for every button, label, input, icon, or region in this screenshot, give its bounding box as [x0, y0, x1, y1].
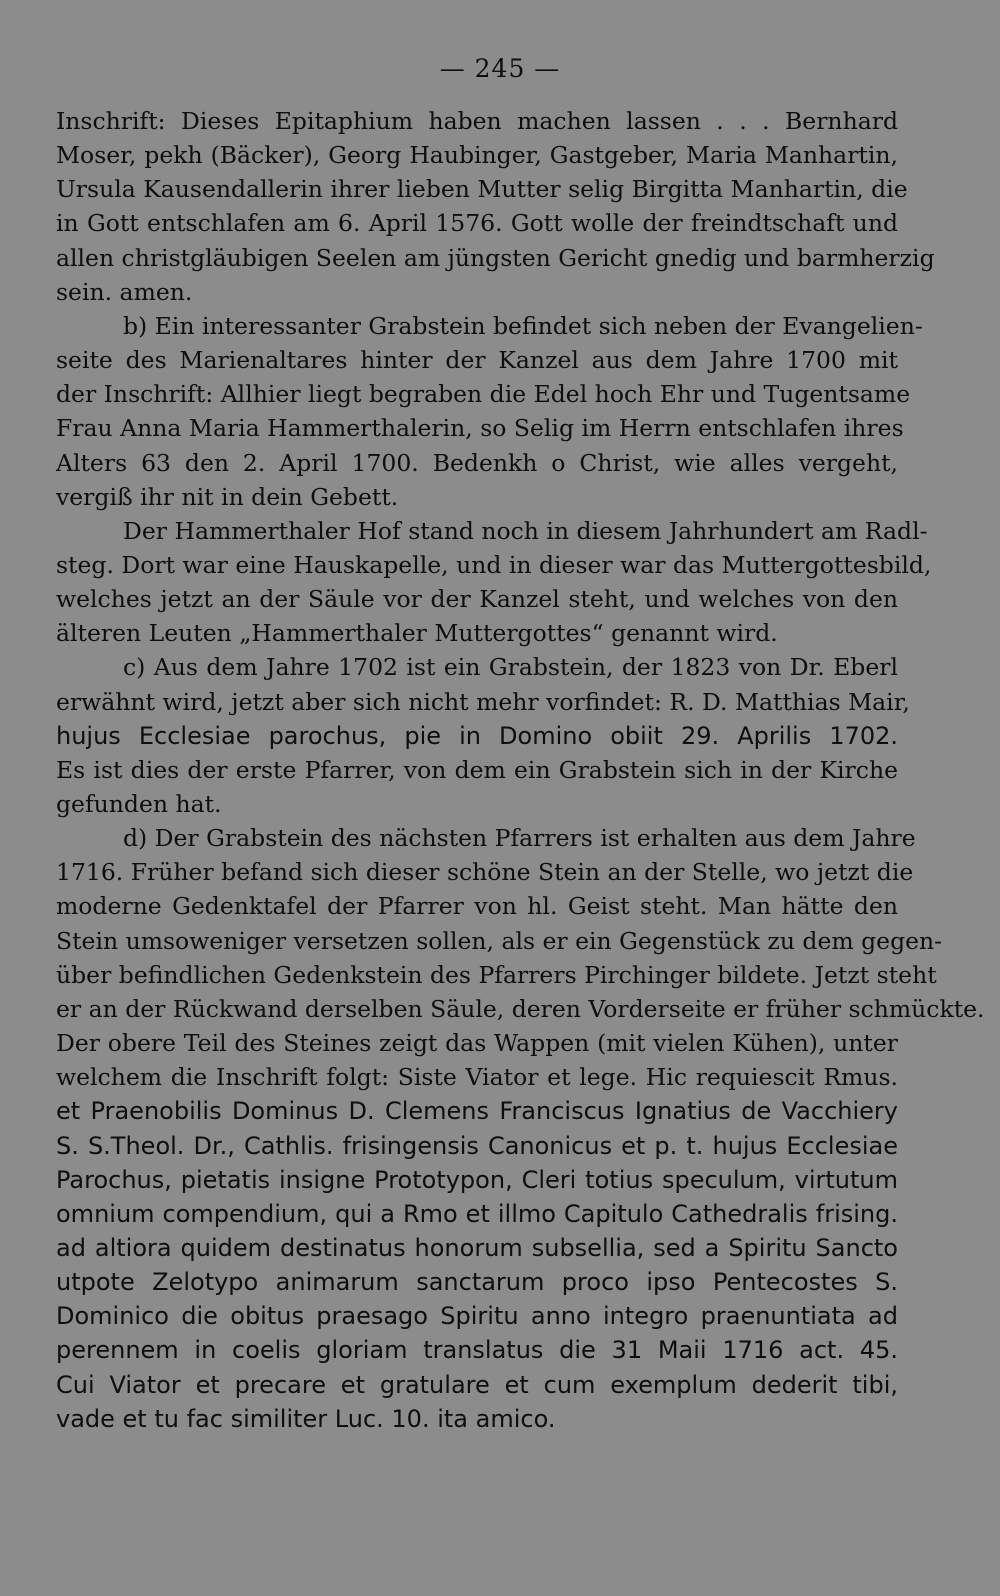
text-line: gefunden hat.: [56, 790, 222, 818]
text-line: d) Der Grabstein des nächsten Pfarrers ist erhalten aus dem Jahre: [123, 824, 916, 853]
text-line: Der obere Teil des Steines zeigt das Wappen (mit vielen Kühen), unter: [56, 1029, 898, 1058]
text-line: vade et tu fac similiter Luc. 10. ita amico.: [56, 1404, 556, 1433]
text-line: erwähnt wird, jetzt aber sich nicht mehr vorfindet: R. D. Matthias Mair,: [56, 687, 910, 716]
text-line: Der Hammerthaler Hof stand noch in diesem Jahrhundert am Radl-: [123, 516, 928, 545]
text-line: Parochus, pietatis insigne Prototypon, Cleri totius speculum, virtutum: [56, 1165, 898, 1194]
text-line: 1716. Früher befand sich dieser schöne Stein an der Stelle, wo jetzt die: [56, 858, 914, 887]
text-line: perennem in coelis gloriam translatus die 31 Maii 1716 act. 45.: [56, 1336, 898, 1365]
text-line: S. S.Theol. Dr., Cathlis. frisingensis Canonicus et p. t. hujus Ecclesiae: [56, 1131, 898, 1160]
text-line: in Gott entschlafen am 6. April 1576. Gott wolle der freindtschaft und: [56, 209, 898, 238]
page-number: — 245 —: [439, 54, 561, 83]
text-line: Dominico die obitus praesago Spiritu anno integro praenuntiata ad: [56, 1302, 898, 1331]
text-line: Ursula Kausendallerin ihrer lieben Mutter selig Birgitta Manhartin, die: [56, 175, 908, 204]
text-line: er an der Rückwand derselben Säule, deren Vorderseite er früher schmückte.: [56, 994, 985, 1023]
text-line: b) Ein interessanter Grabstein befindet sich neben der Evangelien-: [123, 311, 923, 340]
text-line: Es ist dies der erste Pfarrer, von dem ein Grabstein sich in der Kirche: [56, 755, 898, 784]
text-line: seite des Marienaltares hinter der Kanzel aus dem Jahre 1700 mit: [56, 346, 898, 375]
text-line: et Praenobilis Dominus D. Clemens Franciscus Ignatius de Vacchiery: [56, 1097, 898, 1126]
text-line: sein. amen.: [56, 277, 193, 306]
text-line: Stein umsoweniger versetzen sollen, als er ein Gegenstück zu dem gegen-: [56, 926, 943, 955]
text-line: hujus Ecclesiae parochus, pie in Domino obiit 29. Aprilis 1702.: [56, 721, 898, 750]
text-line: utpote Zelotypo animarum sanctarum proco ipso Pentecostes S.: [56, 1268, 898, 1297]
text-line: Moser, pekh (Bäcker), Georg Haubinger, Gastgeber, Maria Manhartin,: [56, 141, 898, 170]
text-line: welchem die Inschrift folgt: Siste Viator et lege. Hic requiescit Rmus.: [56, 1063, 898, 1092]
text-line: Inschrift: Dieses Epitaphium haben machen lassen . . . Bernhard: [56, 107, 898, 135]
text-line: ad altiora quidem destinatus honorum subsellia, sed a Spiritu Sancto: [56, 1233, 898, 1262]
text-line: Alters 63 den 2. April 1700. Bedenkh o Christ, wie alles vergeht,: [56, 448, 898, 477]
text-line: Frau Anna Maria Hammerthalerin, so Selig im Herrn entschlafen ihres: [56, 414, 904, 443]
text-line: welches jetzt an der Säule vor der Kanzel steht, und welches von den: [56, 585, 898, 614]
text-line: omnium compendium, qui a Rmo et illmo Capitulo Cathedralis frising.: [56, 1199, 898, 1228]
text-line: der Inschrift: Allhier liegt begraben die Edel hoch Ehr und Tugentsame: [56, 380, 911, 409]
text-line: moderne Gedenktafel der Pfarrer von hl. Geist steht. Man hätte den: [56, 892, 898, 921]
text-line: über befindlichen Gedenkstein des Pfarrers Pirchinger bildete. Jetzt steht: [56, 960, 937, 989]
text-line: vergiß ihr nit in dein Gebett.: [56, 482, 399, 511]
text-line: älteren Leuten „Hammerthaler Muttergottes“ genannt wird.: [56, 619, 778, 648]
text-line: allen christgläubigen Seelen am jüngsten Gericht gnedig und barmherzig: [56, 243, 935, 272]
text-line: steg. Dort war eine Hauskapelle, und in dieser war das Muttergottesbild,: [56, 550, 932, 579]
text-line: c) Aus dem Jahre 1702 ist ein Grabstein, der 1823 von Dr. Eberl: [123, 653, 898, 682]
text-line: Cui Viator et precare et gratulare et cum exemplum dederit tibi,: [56, 1370, 898, 1399]
